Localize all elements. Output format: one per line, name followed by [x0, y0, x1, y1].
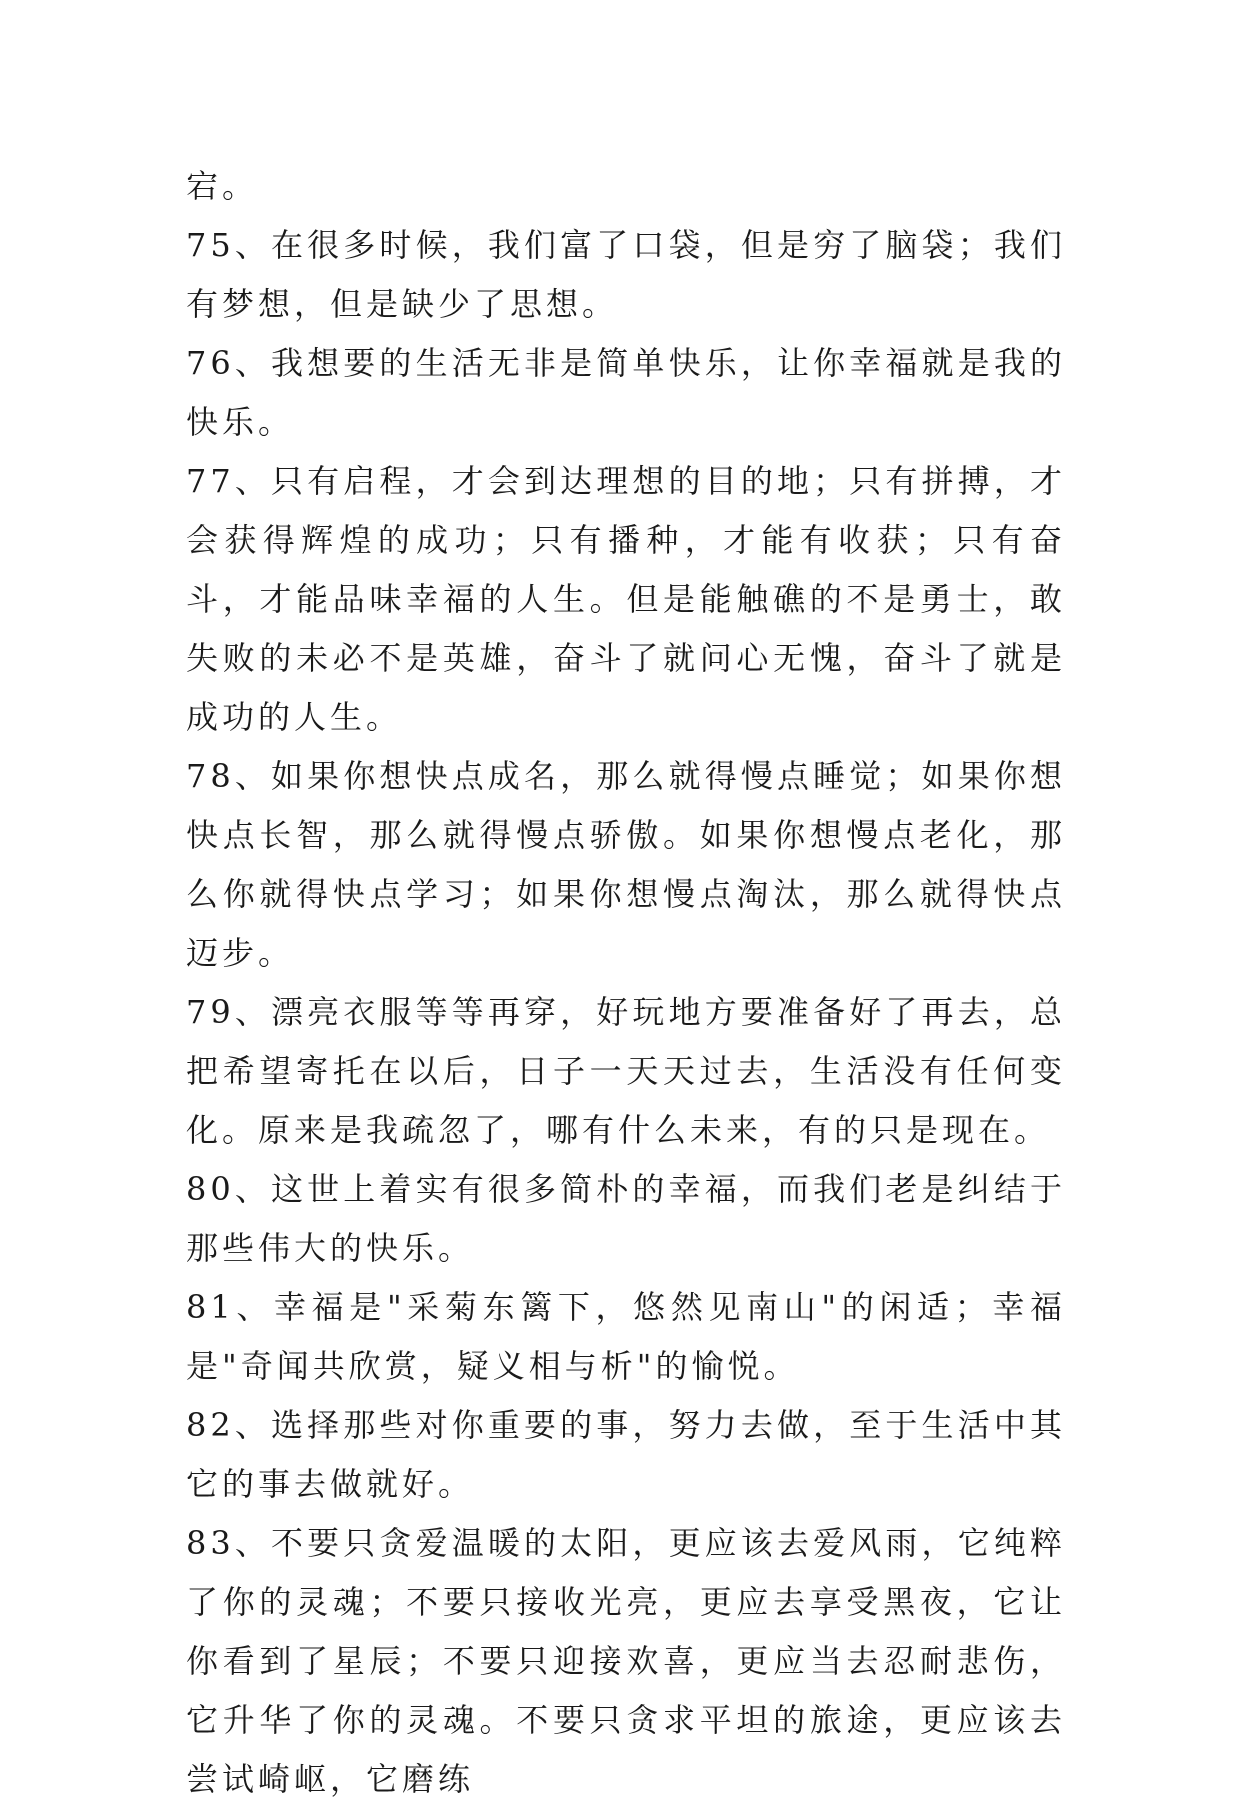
paragraph-79: 79、漂亮衣服等等再穿，好玩地方要准备好了再去，总把希望寄托在以后，日子一天天过去，生活没有任何变化。原来是我疏忽了，哪有什么未来，有的只是现在。 [186, 993, 1066, 1149]
document-body [186, 157, 1066, 1809]
paragraph-continuation: 宕。 [186, 167, 259, 205]
paragraph-75: 75、在很多时候，我们富了口袋，但是穷了脑袋；我们有梦想，但是缺少了思想。 [186, 226, 1066, 323]
paragraph-80: 80、这世上着实有很多简朴的幸福，而我们老是纠结于那些伟大的快乐。 [186, 1170, 1066, 1267]
paragraph-78: 78、如果你想快点成名，那么就得慢点睡觉；如果你想快点长智，那么就得慢点骄傲。如果你想慢点老化，那么你就得快点学习；如果你想慢点淘汰，那么就得快点迈步。 [186, 757, 1066, 972]
paragraph-83: 83、不要只贪爱温暖的太阳，更应该去爱风雨，它纯粹了你的灵魂；不要只接收光亮，更应去享受黑夜，它让你看到了星辰；不要只迎接欢喜，更应当去忍耐悲伤，它升华了你的灵魂。不要只贪求平坦的旅途，更应该去尝试崎岖，它磨练 [186, 1524, 1066, 1798]
paragraph-81: 81、幸福是"采菊东篱下，悠然见南山"的闲适；幸福是"奇闻共欣赏，疑义相与析"的愉悦。 [186, 1288, 1066, 1385]
paragraph-77: 77、只有启程，才会到达理想的目的地；只有拼搏，才会获得辉煌的成功；只有播种，才能有收获；只有奋斗，才能品味幸福的人生。但是能触礁的不是勇士，敢失败的未必不是英雄，奋斗了就问心无愧，奋斗了就是成功的人生。 [186, 462, 1066, 736]
paragraph-82: 82、选择那些对你重要的事，努力去做，至于生活中其它的事去做就好。 [186, 1406, 1066, 1503]
paragraph-76: 76、我想要的生活无非是简单快乐，让你幸福就是我的快乐。 [186, 344, 1066, 441]
